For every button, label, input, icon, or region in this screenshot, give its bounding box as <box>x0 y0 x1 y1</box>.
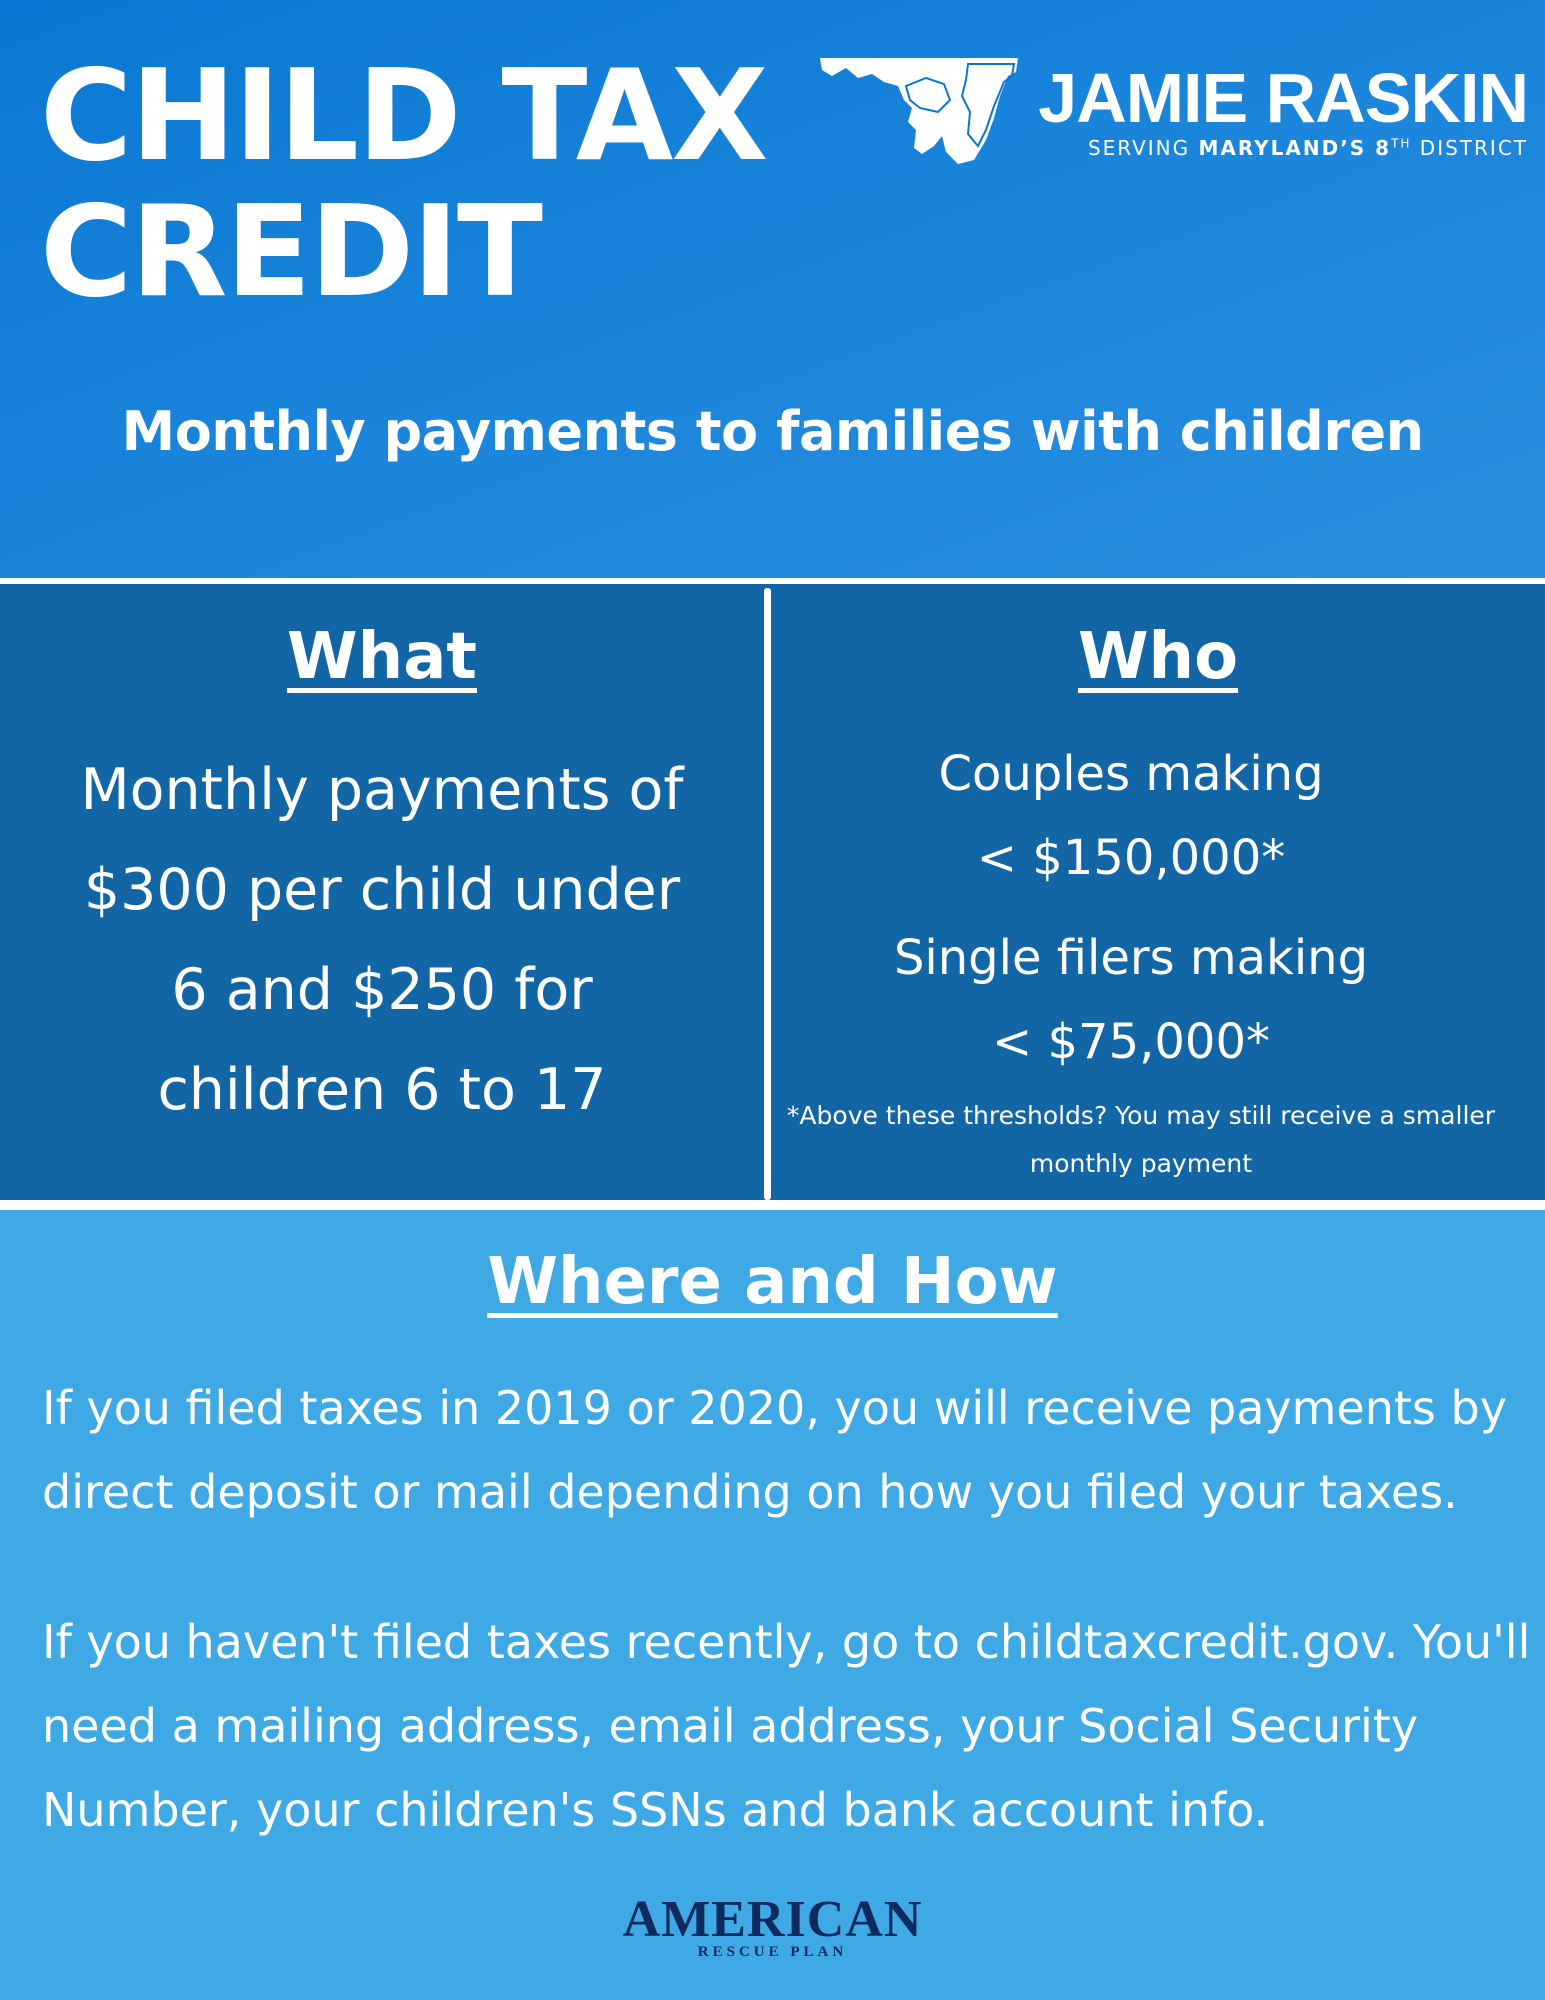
who-single: Single filers making <box>893 930 1369 986</box>
subtitle: Monthly payments to families with children <box>121 400 1424 463</box>
page-title <box>40 42 820 325</box>
american-rescue-plan-logo <box>620 1892 925 1972</box>
tagline-pre: SERVING <box>1087 136 1199 160</box>
who-couples: Couples making <box>938 746 1324 802</box>
title-line-2: CREDIT <box>40 178 541 325</box>
where-paragraph-1: If you filed taxes in 2019 or 2020, you will receive payments by direct deposit or mail depending on how you filed your taxes. <box>42 1381 1507 1519</box>
threshold-note: *Above these thresholds? You may still receive a smaller monthly payment <box>786 1101 1496 1178</box>
tagline-sup: TH <box>1391 136 1412 151</box>
what-body: Monthly payments of $300 per child under 6 and $250 for children 6 to 17 <box>80 757 684 1123</box>
tagline-bold: MARYLAND’S 8 <box>1198 136 1392 160</box>
bottom-divider <box>0 1200 1545 1206</box>
logo-name: JAMIE RASKIN <box>1038 59 1528 137</box>
what-heading: What <box>287 620 477 694</box>
column-divider <box>764 588 771 1200</box>
who-couples-amount: < $150,000* <box>976 830 1286 886</box>
maryland-map-icon <box>818 56 1028 166</box>
arp-logo-sub: RESCUE PLAN <box>697 1944 848 1960</box>
raskin-logo <box>818 56 1528 176</box>
who-single-amount: < $75,000* <box>992 1014 1270 1070</box>
logo-tagline <box>1028 136 1528 160</box>
where-heading: Where and How <box>487 1245 1058 1319</box>
tagline-post: DISTRICT <box>1411 136 1528 160</box>
arp-logo-word: AMERICAN <box>622 1891 923 1948</box>
where-paragraph-2: If you haven't filed taxes recently, go to childtaxcredit.gov. You'll need a mailing address, email address, your Social Security Number, your children's SSNs and bank account info. <box>42 1615 1531 1837</box>
title-line-1: CHILD TAX <box>40 42 767 189</box>
who-heading: Who <box>1077 620 1239 694</box>
